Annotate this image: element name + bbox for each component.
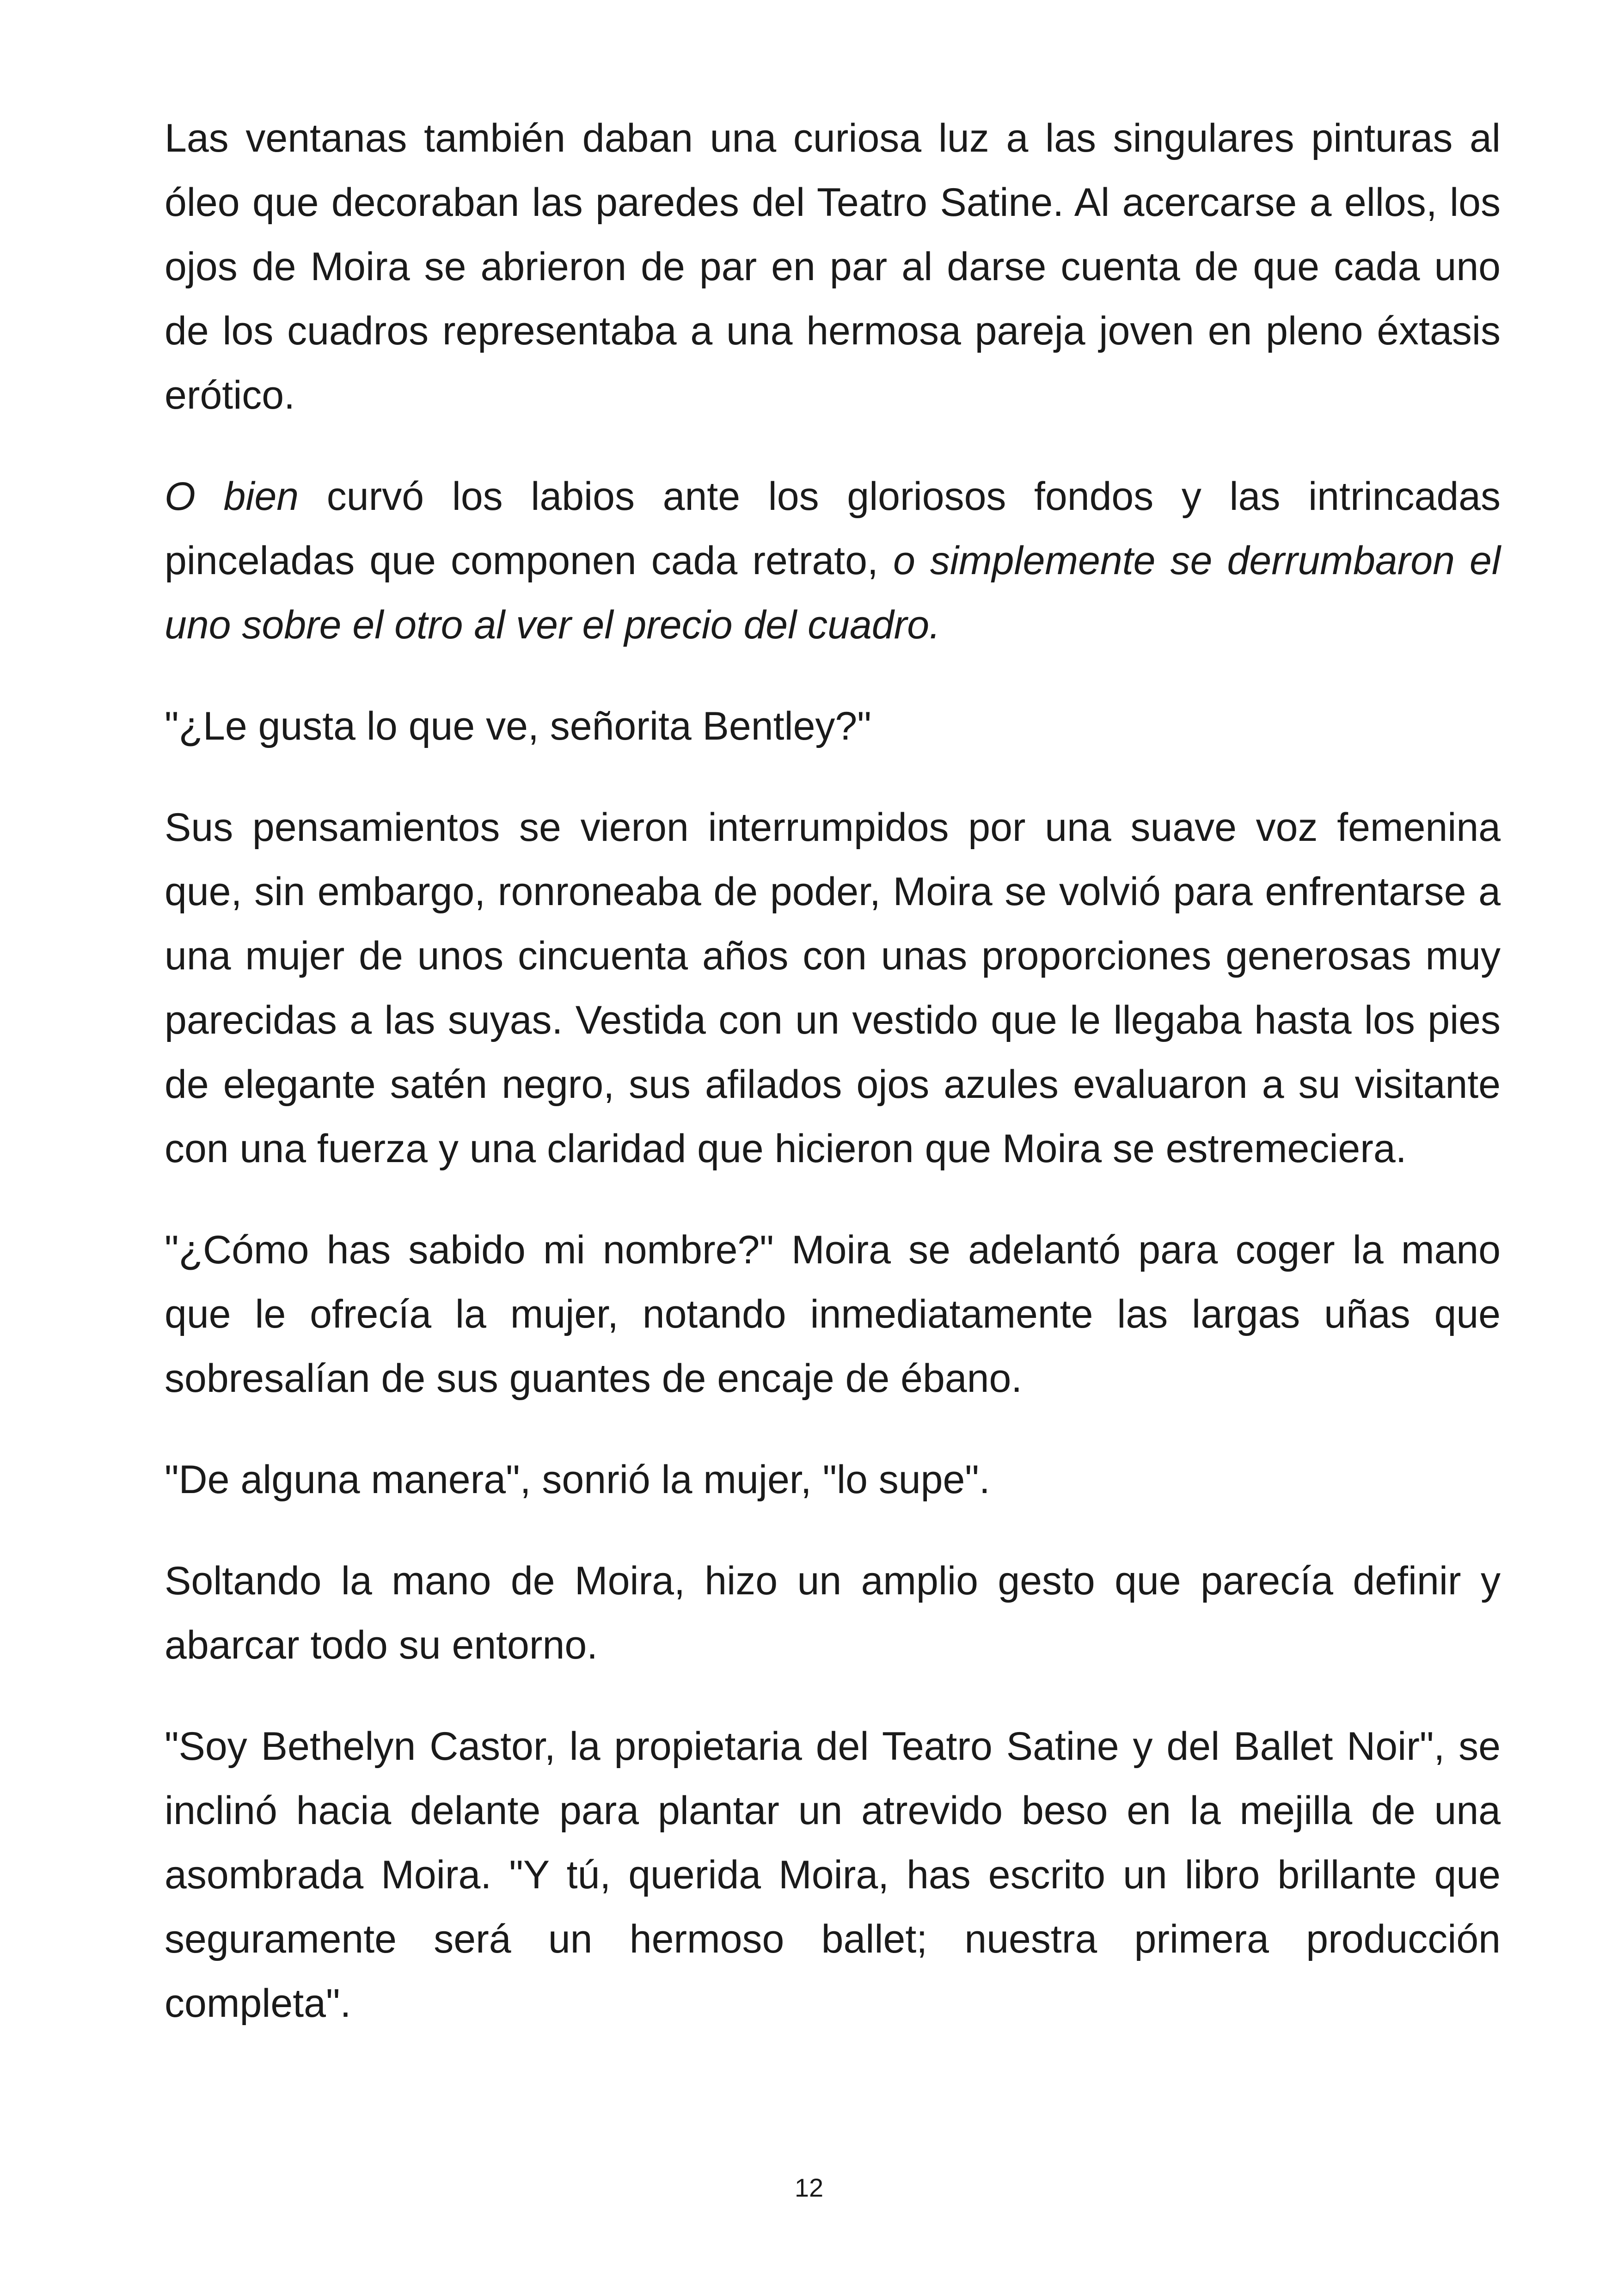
paragraph-2-italic-end: o simplemente se derrumbaron el uno sobre el otro al ver el precio del cuadro.: [165, 539, 1501, 647]
paragraph-2: [165, 465, 1501, 657]
page-number: 12: [794, 2173, 824, 2202]
paragraph-5: "¿Cómo has sabido mi nombre?" Moira se adelantó para coger la mano que le ofrecía la mujer, notando inmediatamente las largas uñas que sobresalían de sus guantes de encaje de ébano.: [165, 1228, 1501, 1401]
paragraph-6: "De alguna manera", sonrió la mujer, "lo supe".: [165, 1457, 990, 1502]
body-text: [165, 106, 1501, 2036]
paragraph-8: "Soy Bethelyn Castor, la propietaria del Teatro Satine y del Ballet Noir", se inclinó hacia delante para plantar un atrevido beso en la mejilla de una asombrada Moira. "Y tú, querida Moira, has escrito un libro brillante que seguramente será un hermoso ballet; nuestra primera producción completa".: [165, 1724, 1501, 2026]
paragraph-4: Sus pensamientos se vieron interrumpidos por una suave voz femenina que, sin embargo, ronroneaba de poder, Moira se volvió para enfrentarse a una mujer de unos cincuenta años con unas proporciones generosas muy parecidas a las suyas. Vestida con un vestido que le llegaba hasta los pies de elegante satén negro, sus afilados ojos azules evaluaron a su visitante con una fuerza y una claridad que hicieron que Moira se estremeciera.: [165, 805, 1501, 1171]
paragraph-7: Soltando la mano de Moira, hizo un amplio gesto que parecía definir y abarcar todo su entorno.: [165, 1559, 1501, 1667]
paragraph-2-italic-start: O bien: [165, 474, 299, 519]
paragraph-1: Las ventanas también daban una curiosa luz a las singulares pinturas al óleo que decoraban las paredes del Teatro Satine. Al acercarse a ellos, los ojos de Moira se abrieron de par en par al darse cuenta de que cada uno de los cuadros representaba a una hermosa pareja joven en pleno éxtasis erótico.: [165, 116, 1501, 417]
paragraph-2-middle: curvó los labios ante los gloriosos fondos y las intrincadas pinceladas que componen cada retrato,: [165, 474, 1501, 583]
paragraph-3: "¿Le gusta lo que ve, señorita Bentley?": [165, 704, 871, 748]
